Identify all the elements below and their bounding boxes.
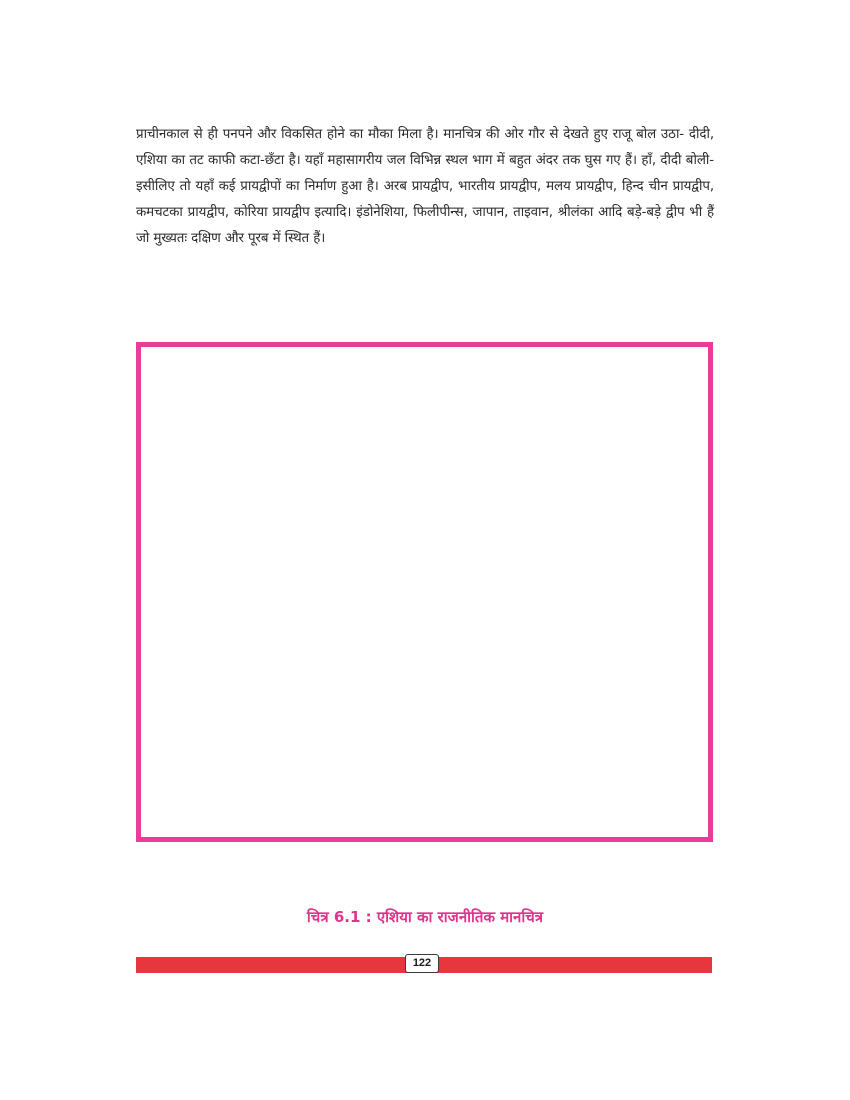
figure-caption: चित्र 6.1 : एशिया का राजनीतिक मानचित्र bbox=[306, 908, 544, 926]
map-placeholder-frame bbox=[136, 342, 713, 842]
page-number: 122 bbox=[405, 954, 439, 973]
body-paragraph: प्राचीनकाल से ही पनपने और विकसित होने का मौका मिला है। मानचित्र की ओर गौर से देखते हुए राजू बोल उठा- दीदी, एशिया का तट काफी कटा-छँटा है। यहाँ महासागरीय जल विभिन्न स्थल भाग में बहुत अंदर तक घुस गए हैं। हाँ, दीदी बोली- इसीलिए तो यहाँ कई प्रायद्वीपों का निर्माण हुआ है। अरब प्रायद्वीप, भारतीय प्रायद्वीप, मलय प्रायद्वीप, हिन्द चीन प्रायद्वीप, कमचटका प्रायद्वीप, कोरिया प्रायद्वीप इत्यादि। इंडोनेशिया, फिलीपीन्स, जापान, ताइवान, श्रीलंका आदि बड़े-बड़े द्वीप भी हैं जो मुख्यतः दक्षिण और पूरब में स्थित हैं। bbox=[136, 127, 714, 246]
